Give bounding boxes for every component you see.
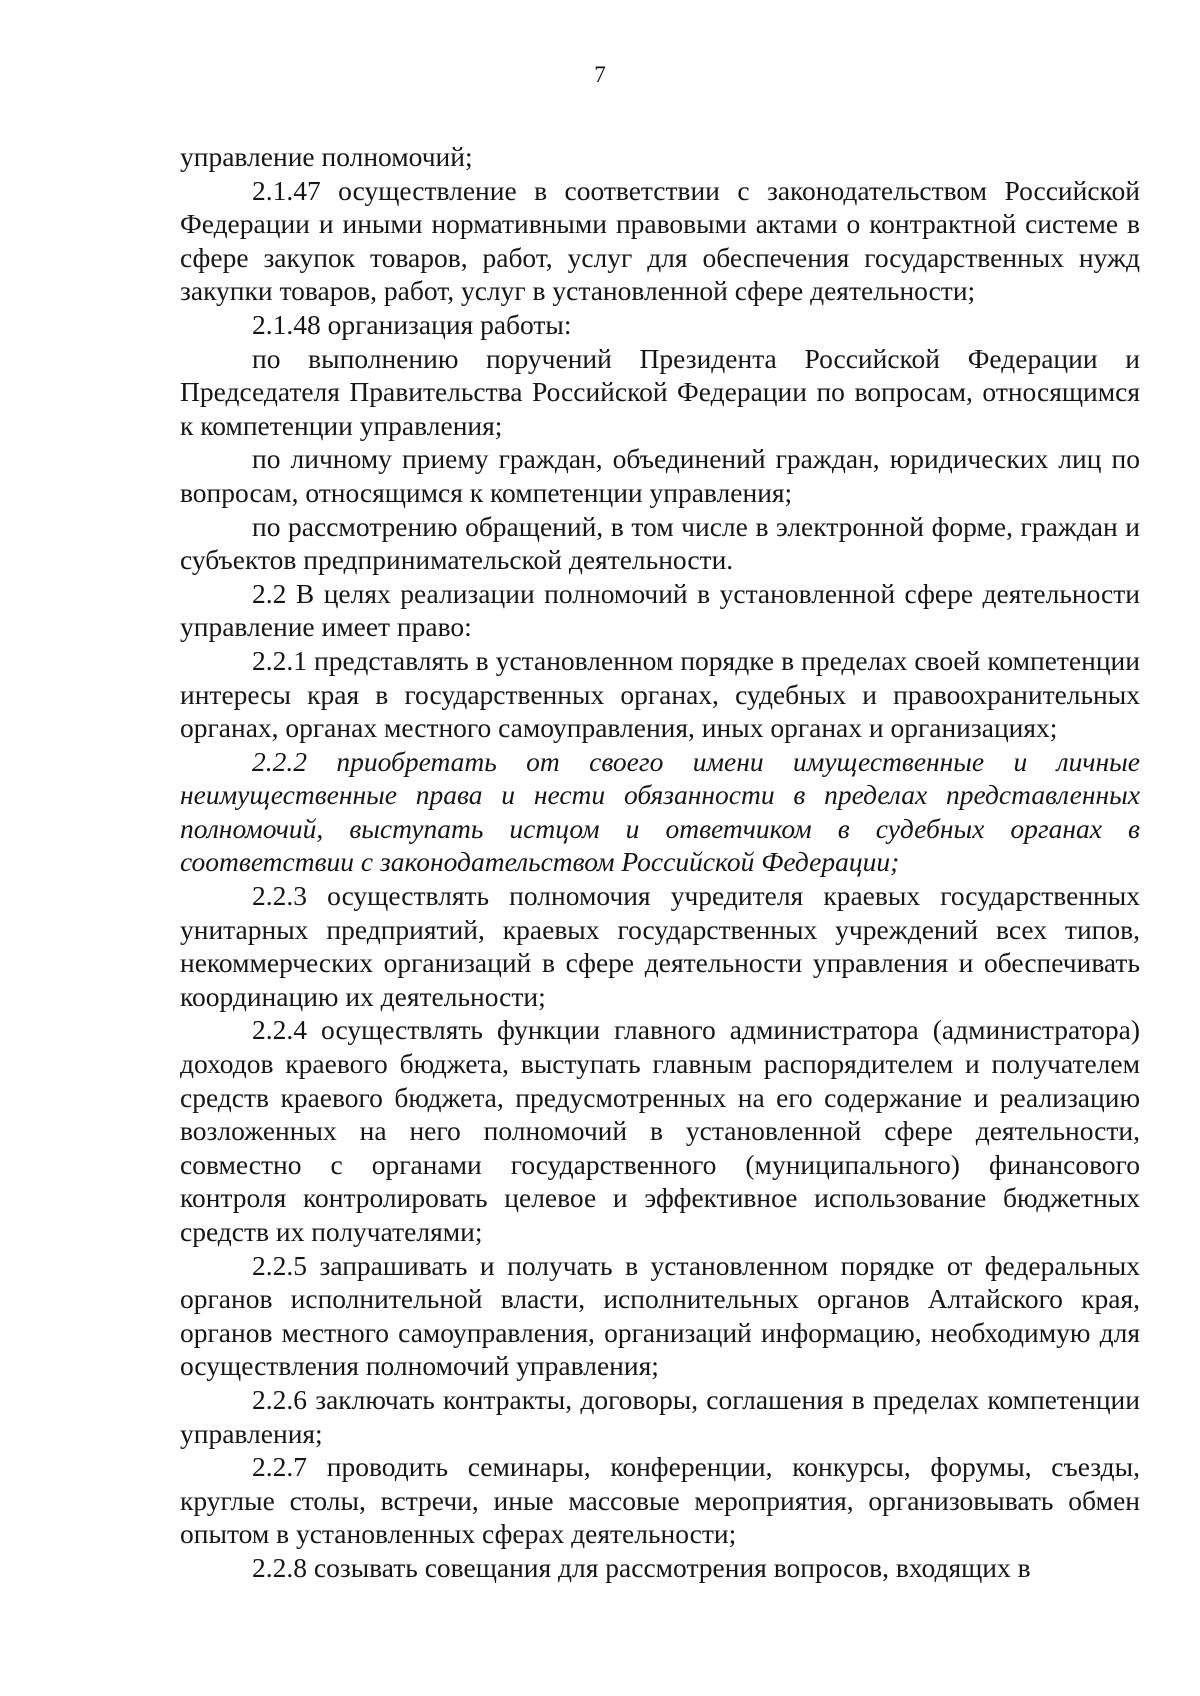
paragraph-2-2-8: 2.2.8 созывать совещания для рассмотрения вопросов, входящих в xyxy=(252,1551,1031,1583)
paragraph-2-1-47: 2.1.47 осуществление в соответствии с законодательством Российской Федерации и иными нормативными правовыми актами о контрактной системе в сфере закупок товаров, работ, услуг для обеспечения государственных нужд закупки товаров, работ, услуг в установленной сфере деятельности; xyxy=(180,174,1140,307)
paragraph-2-2-1: 2.2.1 представлять в установленном порядке в пределах своей компетенции интересы края в государственных органах, судебных и правоохранительных органах, органах местного самоуправления, иных органах и организациях; xyxy=(180,644,1140,744)
paragraph-2-2-2: 2.2.2 приобретать от своего имени имущественные и личные неимущественные права и нести обязанности в пределах представленных полномочий, выступать истцом и ответчиком в судебных органах в соответствии с законодательством Российской Федерации; xyxy=(180,745,1140,878)
paragraph-2-1-48: 2.1.48 организация работы: xyxy=(252,308,572,340)
paragraph-2-1-48-item-3: по рассмотрению обращений, в том числе в электронной форме, граждан и субъектов предпринимательской деятельности. xyxy=(180,510,1140,576)
paragraph-2-2-6: 2.2.6 заключать контракты, договоры, соглашения в пределах компетенции управления; xyxy=(180,1383,1140,1449)
document-body xyxy=(180,140,1140,1585)
paragraph-2-1-48-item-2: по личному приему граждан, объединений граждан, юридических лиц по вопросам, относящимся к компетенции управления; xyxy=(180,443,1140,508)
paragraph-2-2-4: 2.2.4 осуществлять функции главного администратора (администратора) доходов краевого бюджета, выступать главным распорядителем и получателем средств краевого бюджета, предусмотренных на его содержание и реализацию возложенных на него полномочий в установленной сфере деятельности, совместно с органами государственного (муниципального) финансового контроля контролировать целевое и эффективное использование бюджетных средств их получателями; xyxy=(180,1014,1140,1247)
paragraph-continuation: управление полномочий; xyxy=(180,141,473,172)
paragraph-2-2-5: 2.2.5 запрашивать и получать в установленном порядке от федеральных органов исполнительной власти, исполнительных органов Алтайского края, органов местного самоуправления, организаций информацию, необходимую для осуществления полномочий управления; xyxy=(180,1249,1140,1382)
paragraph-2-1-48-item-1: по выполнению поручений Президента Российской Федерации и Председателя Правительства Российской Федерации по вопросам, относящимся к компетенции управления; xyxy=(180,342,1140,441)
paragraph-2-2-3: 2.2.3 осуществлять полномочия учредителя краевых государственных унитарных предприятий, краевых государственных учреждений всех типов, некоммерческих организаций в сфере деятельности управления и обеспечивать координацию их деятельности; xyxy=(180,880,1140,1012)
paragraph-2-2-7: 2.2.7 проводить семинары, конференции, конкурсы, форумы, съезды, круглые столы, встречи, иные массовые мероприятия, организовывать обмен опытом в установленных сферах деятельности; xyxy=(180,1451,1140,1550)
page-number: 7 xyxy=(594,62,606,87)
paragraph-2-2: 2.2 В целях реализации полномочий в установленной сфере деятельности управление имеет право: xyxy=(180,577,1140,643)
